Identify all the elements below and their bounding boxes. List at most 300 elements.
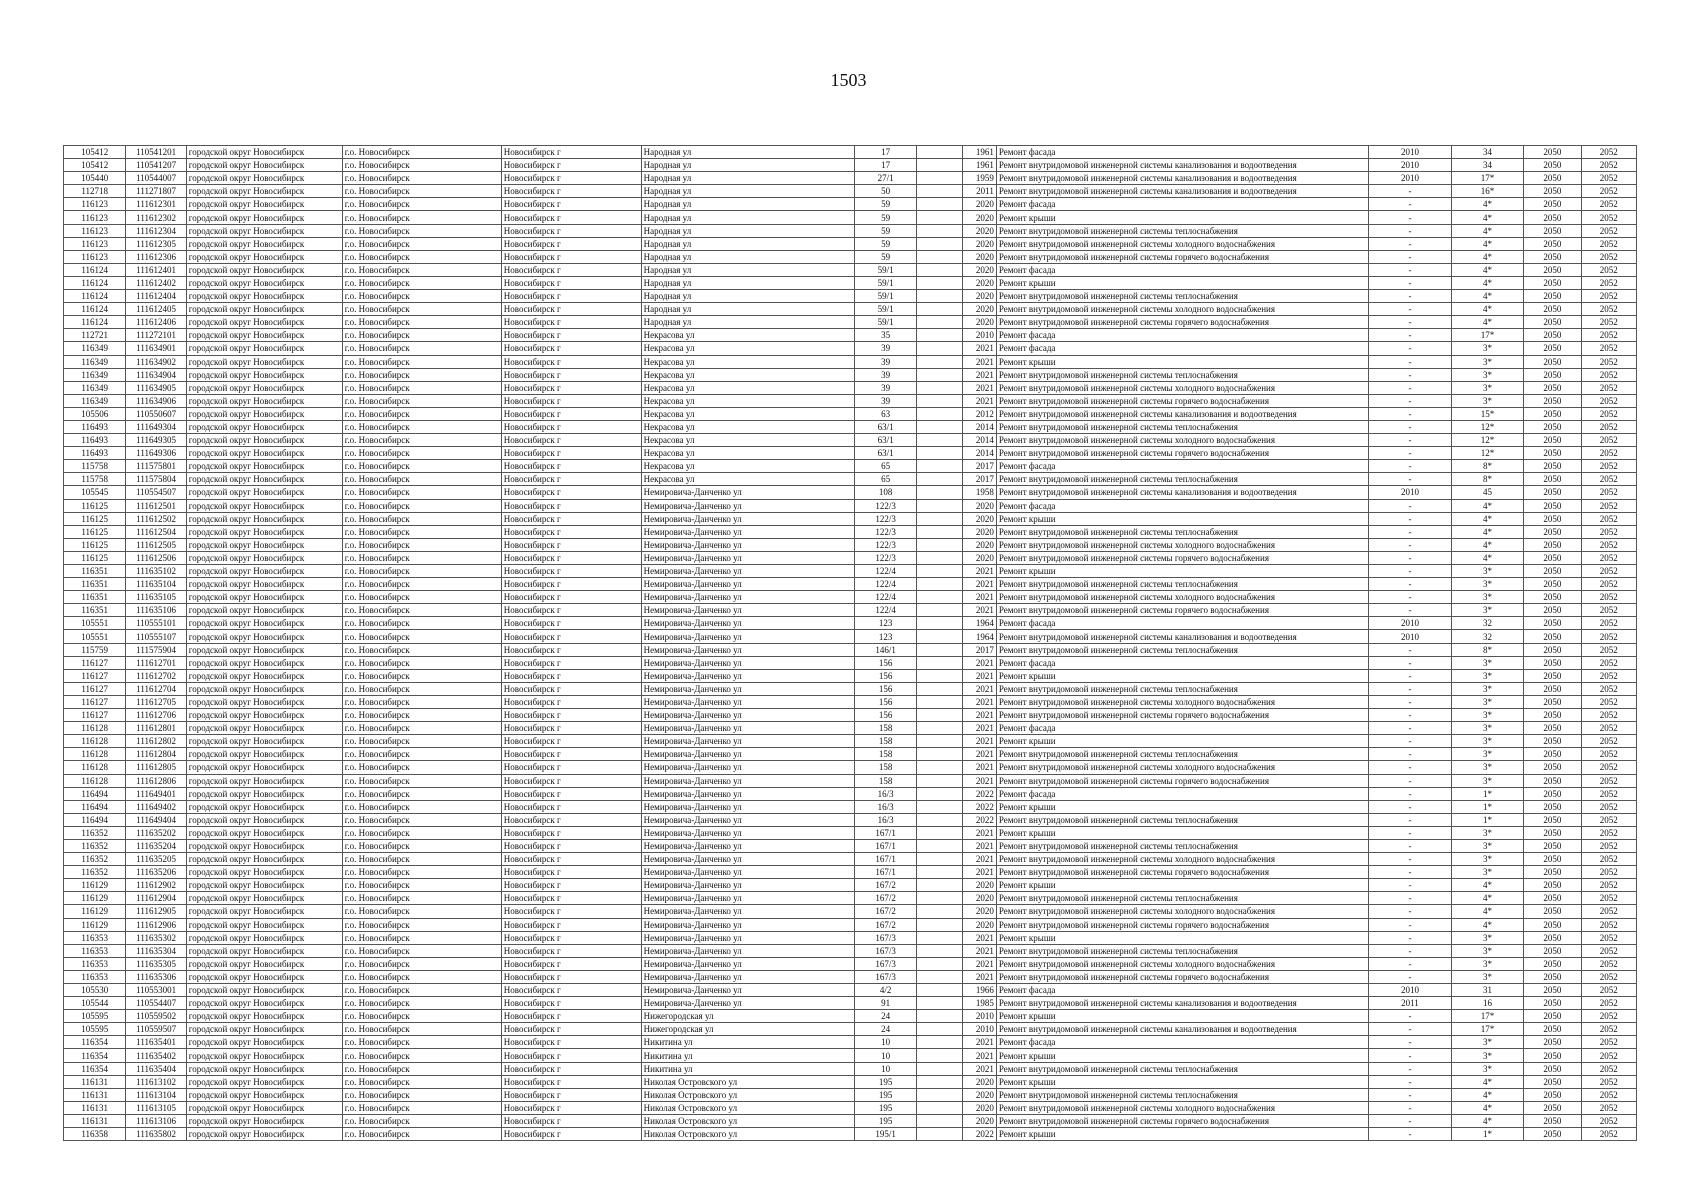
house-id-cell: 116493 [64, 434, 126, 447]
municipal-district-cell: г.о. Новосибирск [342, 800, 501, 813]
municipal-district-cell: г.о. Новосибирск [342, 630, 501, 643]
plan-end-year-cell: 2052 [1581, 604, 1636, 617]
street-cell: Немировича-Данченко ул [641, 735, 854, 748]
table-row [64, 525, 1637, 538]
settlement-cell: Новосибирск г [501, 643, 641, 656]
building-cell [917, 1088, 962, 1101]
house-id-cell: 116125 [64, 499, 126, 512]
plan-start-year-cell: 2050 [1524, 512, 1581, 525]
house-id-cell: 116358 [64, 1128, 126, 1141]
work-type-cell: Ремонт внутридомовой инженерной системы теплоснабжения [996, 224, 1368, 237]
municipality-cell: городской округ Новосибирск [186, 748, 342, 761]
work-type-cell: Ремонт крыши [996, 211, 1368, 224]
house-id-cell: 116127 [64, 682, 126, 695]
element-id-cell: 111635302 [126, 931, 186, 944]
house-number-cell: 158 [854, 735, 916, 748]
building-cell [917, 656, 962, 669]
municipal-district-cell: г.о. Новосибирск [342, 709, 501, 722]
wear-value-cell: 17* [1451, 172, 1523, 185]
wear-value-cell: 4* [1451, 879, 1523, 892]
street-cell: Некрасова ул [641, 329, 854, 342]
building-cell [917, 800, 962, 813]
last-repair-year-cell: - [1369, 368, 1452, 381]
commissioning-year-cell: 2014 [962, 434, 996, 447]
building-cell [917, 879, 962, 892]
settlement-cell: Новосибирск г [501, 709, 641, 722]
municipal-district-cell: г.о. Новосибирск [342, 447, 501, 460]
work-type-cell: Ремонт внутридомовой инженерной системы горячего водоснабжения [996, 970, 1368, 983]
work-type-cell: Ремонт внутридомовой инженерной системы теплоснабжения [996, 813, 1368, 826]
wear-value-cell: 3* [1451, 826, 1523, 839]
last-repair-year-cell: - [1369, 211, 1452, 224]
municipality-cell: городской округ Новосибирск [186, 578, 342, 591]
house-id-cell: 116354 [64, 1036, 126, 1049]
house-number-cell: 59 [854, 250, 916, 263]
building-cell [917, 695, 962, 708]
street-cell: Народная ул [641, 159, 854, 172]
street-cell: Немировича-Данченко ул [641, 997, 854, 1010]
building-cell [917, 984, 962, 997]
table-row [64, 748, 1637, 761]
municipality-cell: городской округ Новосибирск [186, 931, 342, 944]
commissioning-year-cell: 2012 [962, 407, 996, 420]
building-cell [917, 997, 962, 1010]
commissioning-year-cell: 1959 [962, 172, 996, 185]
wear-value-cell: 17* [1451, 1010, 1523, 1023]
building-cell [917, 578, 962, 591]
municipality-cell: городской округ Новосибирск [186, 853, 342, 866]
last-repair-year-cell: - [1369, 473, 1452, 486]
municipality-cell: городской округ Новосибирск [186, 159, 342, 172]
commissioning-year-cell: 2010 [962, 1023, 996, 1036]
table-row [64, 984, 1637, 997]
plan-end-year-cell: 2052 [1581, 276, 1636, 289]
house-number-cell: 158 [854, 748, 916, 761]
street-cell: Немировича-Данченко ул [641, 682, 854, 695]
element-id-cell: 111612702 [126, 669, 186, 682]
settlement-cell: Новосибирск г [501, 1036, 641, 1049]
commissioning-year-cell: 2022 [962, 787, 996, 800]
element-id-cell: 111575804 [126, 473, 186, 486]
plan-start-year-cell: 2050 [1524, 774, 1581, 787]
commissioning-year-cell: 2020 [962, 551, 996, 564]
house-id-cell: 116131 [64, 1101, 126, 1114]
house-number-cell: 156 [854, 709, 916, 722]
municipality-cell: городской округ Новосибирск [186, 1023, 342, 1036]
municipality-cell: городской округ Новосибирск [186, 630, 342, 643]
element-id-cell: 111612301 [126, 198, 186, 211]
settlement-cell: Новосибирск г [501, 565, 641, 578]
settlement-cell: Новосибирск г [501, 997, 641, 1010]
plan-end-year-cell: 2052 [1581, 591, 1636, 604]
house-id-cell: 105551 [64, 617, 126, 630]
work-type-cell: Ремонт внутридомовой инженерной системы холодного водоснабжения [996, 538, 1368, 551]
house-number-cell: 59 [854, 198, 916, 211]
table-row [64, 892, 1637, 905]
plan-start-year-cell: 2050 [1524, 224, 1581, 237]
settlement-cell: Новосибирск г [501, 1128, 641, 1141]
settlement-cell: Новосибирск г [501, 172, 641, 185]
last-repair-year-cell: - [1369, 918, 1452, 931]
house-number-cell: 17 [854, 146, 916, 159]
work-type-cell: Ремонт крыши [996, 1049, 1368, 1062]
street-cell: Народная ул [641, 237, 854, 250]
work-type-cell: Ремонт внутридомовой инженерной системы холодного водоснабжения [996, 761, 1368, 774]
house-id-cell: 116353 [64, 944, 126, 957]
municipality-cell: городской округ Новосибирск [186, 682, 342, 695]
work-type-cell: Ремонт крыши [996, 931, 1368, 944]
house-id-cell: 116127 [64, 656, 126, 669]
house-number-cell: 167/2 [854, 879, 916, 892]
street-cell: Немировича-Данченко ул [641, 525, 854, 538]
element-id-cell: 111612304 [126, 224, 186, 237]
plan-end-year-cell: 2052 [1581, 1049, 1636, 1062]
street-cell: Нижегородская ул [641, 1023, 854, 1036]
element-id-cell: 111635304 [126, 944, 186, 957]
element-id-cell: 111635402 [126, 1049, 186, 1062]
municipal-district-cell: г.о. Новосибирск [342, 368, 501, 381]
building-cell [917, 1062, 962, 1075]
commissioning-year-cell: 1964 [962, 630, 996, 643]
work-type-cell: Ремонт внутридомовой инженерной системы холодного водоснабжения [996, 1101, 1368, 1114]
table-row [64, 303, 1637, 316]
building-cell [917, 1023, 962, 1036]
municipality-cell: городской округ Новосибирск [186, 146, 342, 159]
plan-end-year-cell: 2052 [1581, 172, 1636, 185]
plan-start-year-cell: 2050 [1524, 551, 1581, 564]
plan-start-year-cell: 2050 [1524, 656, 1581, 669]
plan-end-year-cell: 2052 [1581, 185, 1636, 198]
house-id-cell: 116353 [64, 931, 126, 944]
work-type-cell: Ремонт крыши [996, 355, 1368, 368]
work-type-cell: Ремонт крыши [996, 565, 1368, 578]
commissioning-year-cell: 2021 [962, 722, 996, 735]
municipal-district-cell: г.о. Новосибирск [342, 434, 501, 447]
element-id-cell: 111612501 [126, 499, 186, 512]
wear-value-cell: 8* [1451, 460, 1523, 473]
wear-value-cell: 31 [1451, 984, 1523, 997]
building-cell [917, 159, 962, 172]
municipal-district-cell: г.о. Новосибирск [342, 578, 501, 591]
commissioning-year-cell: 2020 [962, 499, 996, 512]
last-repair-year-cell: - [1369, 447, 1452, 460]
building-cell [917, 866, 962, 879]
work-type-cell: Ремонт крыши [996, 669, 1368, 682]
settlement-cell: Новосибирск г [501, 839, 641, 852]
plan-end-year-cell: 2052 [1581, 499, 1636, 512]
municipality-cell: городской округ Новосибирск [186, 1075, 342, 1088]
settlement-cell: Новосибирск г [501, 303, 641, 316]
work-type-cell: Ремонт внутридомовой инженерной системы теплоснабжения [996, 578, 1368, 591]
element-id-cell: 110550607 [126, 407, 186, 420]
house-id-cell: 116352 [64, 853, 126, 866]
building-cell [917, 303, 962, 316]
table-row [64, 276, 1637, 289]
settlement-cell: Новосибирск г [501, 591, 641, 604]
settlement-cell: Новосибирск г [501, 604, 641, 617]
plan-start-year-cell: 2050 [1524, 892, 1581, 905]
last-repair-year-cell: - [1369, 1010, 1452, 1023]
building-cell [917, 1114, 962, 1127]
municipal-district-cell: г.о. Новосибирск [342, 957, 501, 970]
plan-start-year-cell: 2050 [1524, 250, 1581, 263]
street-cell: Немировича-Данченко ул [641, 512, 854, 525]
plan-end-year-cell: 2052 [1581, 892, 1636, 905]
municipal-district-cell: г.о. Новосибирск [342, 591, 501, 604]
commissioning-year-cell: 2021 [962, 604, 996, 617]
last-repair-year-cell: - [1369, 434, 1452, 447]
building-cell [917, 1101, 962, 1114]
municipality-cell: городской округ Новосибирск [186, 420, 342, 433]
element-id-cell: 111649402 [126, 800, 186, 813]
house-id-cell: 116128 [64, 735, 126, 748]
last-repair-year-cell: - [1369, 237, 1452, 250]
plan-end-year-cell: 2052 [1581, 1101, 1636, 1114]
wear-value-cell: 32 [1451, 617, 1523, 630]
wear-value-cell: 34 [1451, 159, 1523, 172]
table-row [64, 866, 1637, 879]
house-id-cell: 105551 [64, 630, 126, 643]
street-cell: Немировича-Данченко ул [641, 656, 854, 669]
plan-start-year-cell: 2050 [1524, 695, 1581, 708]
municipal-district-cell: г.о. Новосибирск [342, 774, 501, 787]
building-cell [917, 473, 962, 486]
municipal-district-cell: г.о. Новосибирск [342, 617, 501, 630]
municipal-district-cell: г.о. Новосибирск [342, 695, 501, 708]
street-cell: Немировича-Данченко ул [641, 800, 854, 813]
municipality-cell: городской округ Новосибирск [186, 486, 342, 499]
house-number-cell: 167/2 [854, 892, 916, 905]
street-cell: Некрасова ул [641, 420, 854, 433]
settlement-cell: Новосибирск г [501, 787, 641, 800]
work-type-cell: Ремонт внутридомовой инженерной системы холодного водоснабжения [996, 237, 1368, 250]
house-number-cell: 63/1 [854, 420, 916, 433]
table-row [64, 905, 1637, 918]
plan-start-year-cell: 2050 [1524, 866, 1581, 879]
house-number-cell: 167/1 [854, 866, 916, 879]
house-id-cell: 116354 [64, 1062, 126, 1075]
house-number-cell: 122/4 [854, 578, 916, 591]
house-id-cell: 116123 [64, 211, 126, 224]
plan-end-year-cell: 2052 [1581, 381, 1636, 394]
municipality-cell: городской округ Новосибирск [186, 656, 342, 669]
street-cell: Николая Островского ул [641, 1088, 854, 1101]
last-repair-year-cell: - [1369, 185, 1452, 198]
element-id-cell: 110555101 [126, 617, 186, 630]
table-row [64, 944, 1637, 957]
work-type-cell: Ремонт фасада [996, 787, 1368, 800]
plan-end-year-cell: 2052 [1581, 578, 1636, 591]
element-id-cell: 111635102 [126, 565, 186, 578]
building-cell [917, 735, 962, 748]
plan-start-year-cell: 2050 [1524, 813, 1581, 826]
municipality-cell: городской округ Новосибирск [186, 722, 342, 735]
commissioning-year-cell: 2021 [962, 669, 996, 682]
plan-end-year-cell: 2052 [1581, 1036, 1636, 1049]
house-number-cell: 59/1 [854, 303, 916, 316]
wear-value-cell: 3* [1451, 604, 1523, 617]
settlement-cell: Новосибирск г [501, 722, 641, 735]
element-id-cell: 111649306 [126, 447, 186, 460]
table-row [64, 263, 1637, 276]
table-row [64, 447, 1637, 460]
wear-value-cell: 3* [1451, 1036, 1523, 1049]
wear-value-cell: 4* [1451, 263, 1523, 276]
building-cell [917, 892, 962, 905]
building-cell [917, 263, 962, 276]
plan-end-year-cell: 2052 [1581, 709, 1636, 722]
wear-value-cell: 4* [1451, 224, 1523, 237]
municipal-district-cell: г.о. Новосибирск [342, 970, 501, 983]
element-id-cell: 111575904 [126, 643, 186, 656]
street-cell: Некрасова ул [641, 407, 854, 420]
last-repair-year-cell: - [1369, 879, 1452, 892]
municipality-cell: городской округ Новосибирск [186, 303, 342, 316]
commissioning-year-cell: 2017 [962, 473, 996, 486]
house-id-cell: 116131 [64, 1114, 126, 1127]
commissioning-year-cell: 2020 [962, 1114, 996, 1127]
last-repair-year-cell: - [1369, 1062, 1452, 1075]
house-id-cell: 116129 [64, 918, 126, 931]
municipal-district-cell: г.о. Новосибирск [342, 538, 501, 551]
street-cell: Немировича-Данченко ул [641, 551, 854, 564]
table-row [64, 460, 1637, 473]
plan-start-year-cell: 2050 [1524, 185, 1581, 198]
municipality-cell: городской округ Новосибирск [186, 394, 342, 407]
municipality-cell: городской округ Новосибирск [186, 735, 342, 748]
settlement-cell: Новосибирск г [501, 1062, 641, 1075]
building-cell [917, 970, 962, 983]
municipality-cell: городской округ Новосибирск [186, 800, 342, 813]
plan-end-year-cell: 2052 [1581, 800, 1636, 813]
work-type-cell: Ремонт внутридомовой инженерной системы канализования и водоотведения [996, 997, 1368, 1010]
settlement-cell: Новосибирск г [501, 473, 641, 486]
settlement-cell: Новосибирск г [501, 748, 641, 761]
building-cell [917, 198, 962, 211]
plan-end-year-cell: 2052 [1581, 486, 1636, 499]
building-cell [917, 669, 962, 682]
municipal-district-cell: г.о. Новосибирск [342, 839, 501, 852]
table-row [64, 1023, 1637, 1036]
table-row [64, 800, 1637, 813]
wear-value-cell: 12* [1451, 420, 1523, 433]
settlement-cell: Новосибирск г [501, 525, 641, 538]
last-repair-year-cell: - [1369, 1036, 1452, 1049]
plan-end-year-cell: 2052 [1581, 329, 1636, 342]
house-id-cell: 105412 [64, 159, 126, 172]
settlement-cell: Новосибирск г [501, 538, 641, 551]
work-type-cell: Ремонт внутридомовой инженерной системы канализования и водоотведения [996, 185, 1368, 198]
commissioning-year-cell: 1964 [962, 617, 996, 630]
municipality-cell: городской округ Новосибирск [186, 617, 342, 630]
municipal-district-cell: г.о. Новосибирск [342, 565, 501, 578]
street-cell: Немировича-Данченко ул [641, 695, 854, 708]
building-cell [917, 172, 962, 185]
commissioning-year-cell: 2014 [962, 447, 996, 460]
house-id-cell: 116131 [64, 1088, 126, 1101]
plan-start-year-cell: 2050 [1524, 368, 1581, 381]
element-id-cell: 111635204 [126, 839, 186, 852]
work-type-cell: Ремонт внутридомовой инженерной системы канализования и водоотведения [996, 630, 1368, 643]
commissioning-year-cell: 2021 [962, 695, 996, 708]
municipal-district-cell: г.о. Новосибирск [342, 355, 501, 368]
element-id-cell: 111612306 [126, 250, 186, 263]
last-repair-year-cell: - [1369, 1075, 1452, 1088]
table-row [64, 434, 1637, 447]
plan-end-year-cell: 2052 [1581, 263, 1636, 276]
street-cell: Немировича-Данченко ул [641, 774, 854, 787]
house-id-cell: 116128 [64, 774, 126, 787]
municipality-cell: городской округ Новосибирск [186, 1101, 342, 1114]
house-id-cell: 116129 [64, 905, 126, 918]
table-row [64, 839, 1637, 852]
house-number-cell: 167/1 [854, 826, 916, 839]
house-number-cell: 195 [854, 1088, 916, 1101]
wear-value-cell: 34 [1451, 146, 1523, 159]
house-number-cell: 39 [854, 381, 916, 394]
plan-start-year-cell: 2050 [1524, 394, 1581, 407]
wear-value-cell: 3* [1451, 355, 1523, 368]
plan-start-year-cell: 2050 [1524, 1114, 1581, 1127]
house-id-cell: 116128 [64, 748, 126, 761]
table-row [64, 355, 1637, 368]
wear-value-cell: 4* [1451, 303, 1523, 316]
house-number-cell: 17 [854, 159, 916, 172]
municipal-district-cell: г.о. Новосибирск [342, 853, 501, 866]
house-number-cell: 59/1 [854, 290, 916, 303]
element-id-cell: 111649305 [126, 434, 186, 447]
table-row [64, 211, 1637, 224]
plan-end-year-cell: 2052 [1581, 1114, 1636, 1127]
house-id-cell: 116493 [64, 447, 126, 460]
settlement-cell: Новосибирск г [501, 146, 641, 159]
plan-end-year-cell: 2052 [1581, 774, 1636, 787]
house-id-cell: 116349 [64, 381, 126, 394]
building-cell [917, 447, 962, 460]
plan-start-year-cell: 2050 [1524, 447, 1581, 460]
table-row [64, 381, 1637, 394]
work-type-cell: Ремонт внутридомовой инженерной системы теплоснабжения [996, 1088, 1368, 1101]
plan-start-year-cell: 2050 [1524, 434, 1581, 447]
wear-value-cell: 3* [1451, 709, 1523, 722]
element-id-cell: 111613105 [126, 1101, 186, 1114]
street-cell: Некрасова ул [641, 460, 854, 473]
street-cell: Народная ул [641, 211, 854, 224]
last-repair-year-cell: 2010 [1369, 630, 1452, 643]
municipal-district-cell: г.о. Новосибирск [342, 905, 501, 918]
municipal-district-cell: г.о. Новосибирск [342, 381, 501, 394]
plan-start-year-cell: 2050 [1524, 237, 1581, 250]
plan-start-year-cell: 2050 [1524, 316, 1581, 329]
house-id-cell: 116124 [64, 303, 126, 316]
municipality-cell: городской округ Новосибирск [186, 263, 342, 276]
settlement-cell: Новосибирск г [501, 420, 641, 433]
municipality-cell: городской округ Новосибирск [186, 198, 342, 211]
plan-start-year-cell: 2050 [1524, 290, 1581, 303]
last-repair-year-cell: - [1369, 748, 1452, 761]
work-type-cell: Ремонт внутридомовой инженерной системы горячего водоснабжения [996, 918, 1368, 931]
last-repair-year-cell: - [1369, 198, 1452, 211]
last-repair-year-cell: - [1369, 826, 1452, 839]
street-cell: Некрасова ул [641, 342, 854, 355]
last-repair-year-cell: - [1369, 643, 1452, 656]
street-cell: Немировича-Данченко ул [641, 748, 854, 761]
settlement-cell: Новосибирск г [501, 853, 641, 866]
municipality-cell: городской округ Новосибирск [186, 447, 342, 460]
wear-value-cell: 3* [1451, 761, 1523, 774]
table-row [64, 1128, 1637, 1141]
municipal-district-cell: г.о. Новосибирск [342, 722, 501, 735]
